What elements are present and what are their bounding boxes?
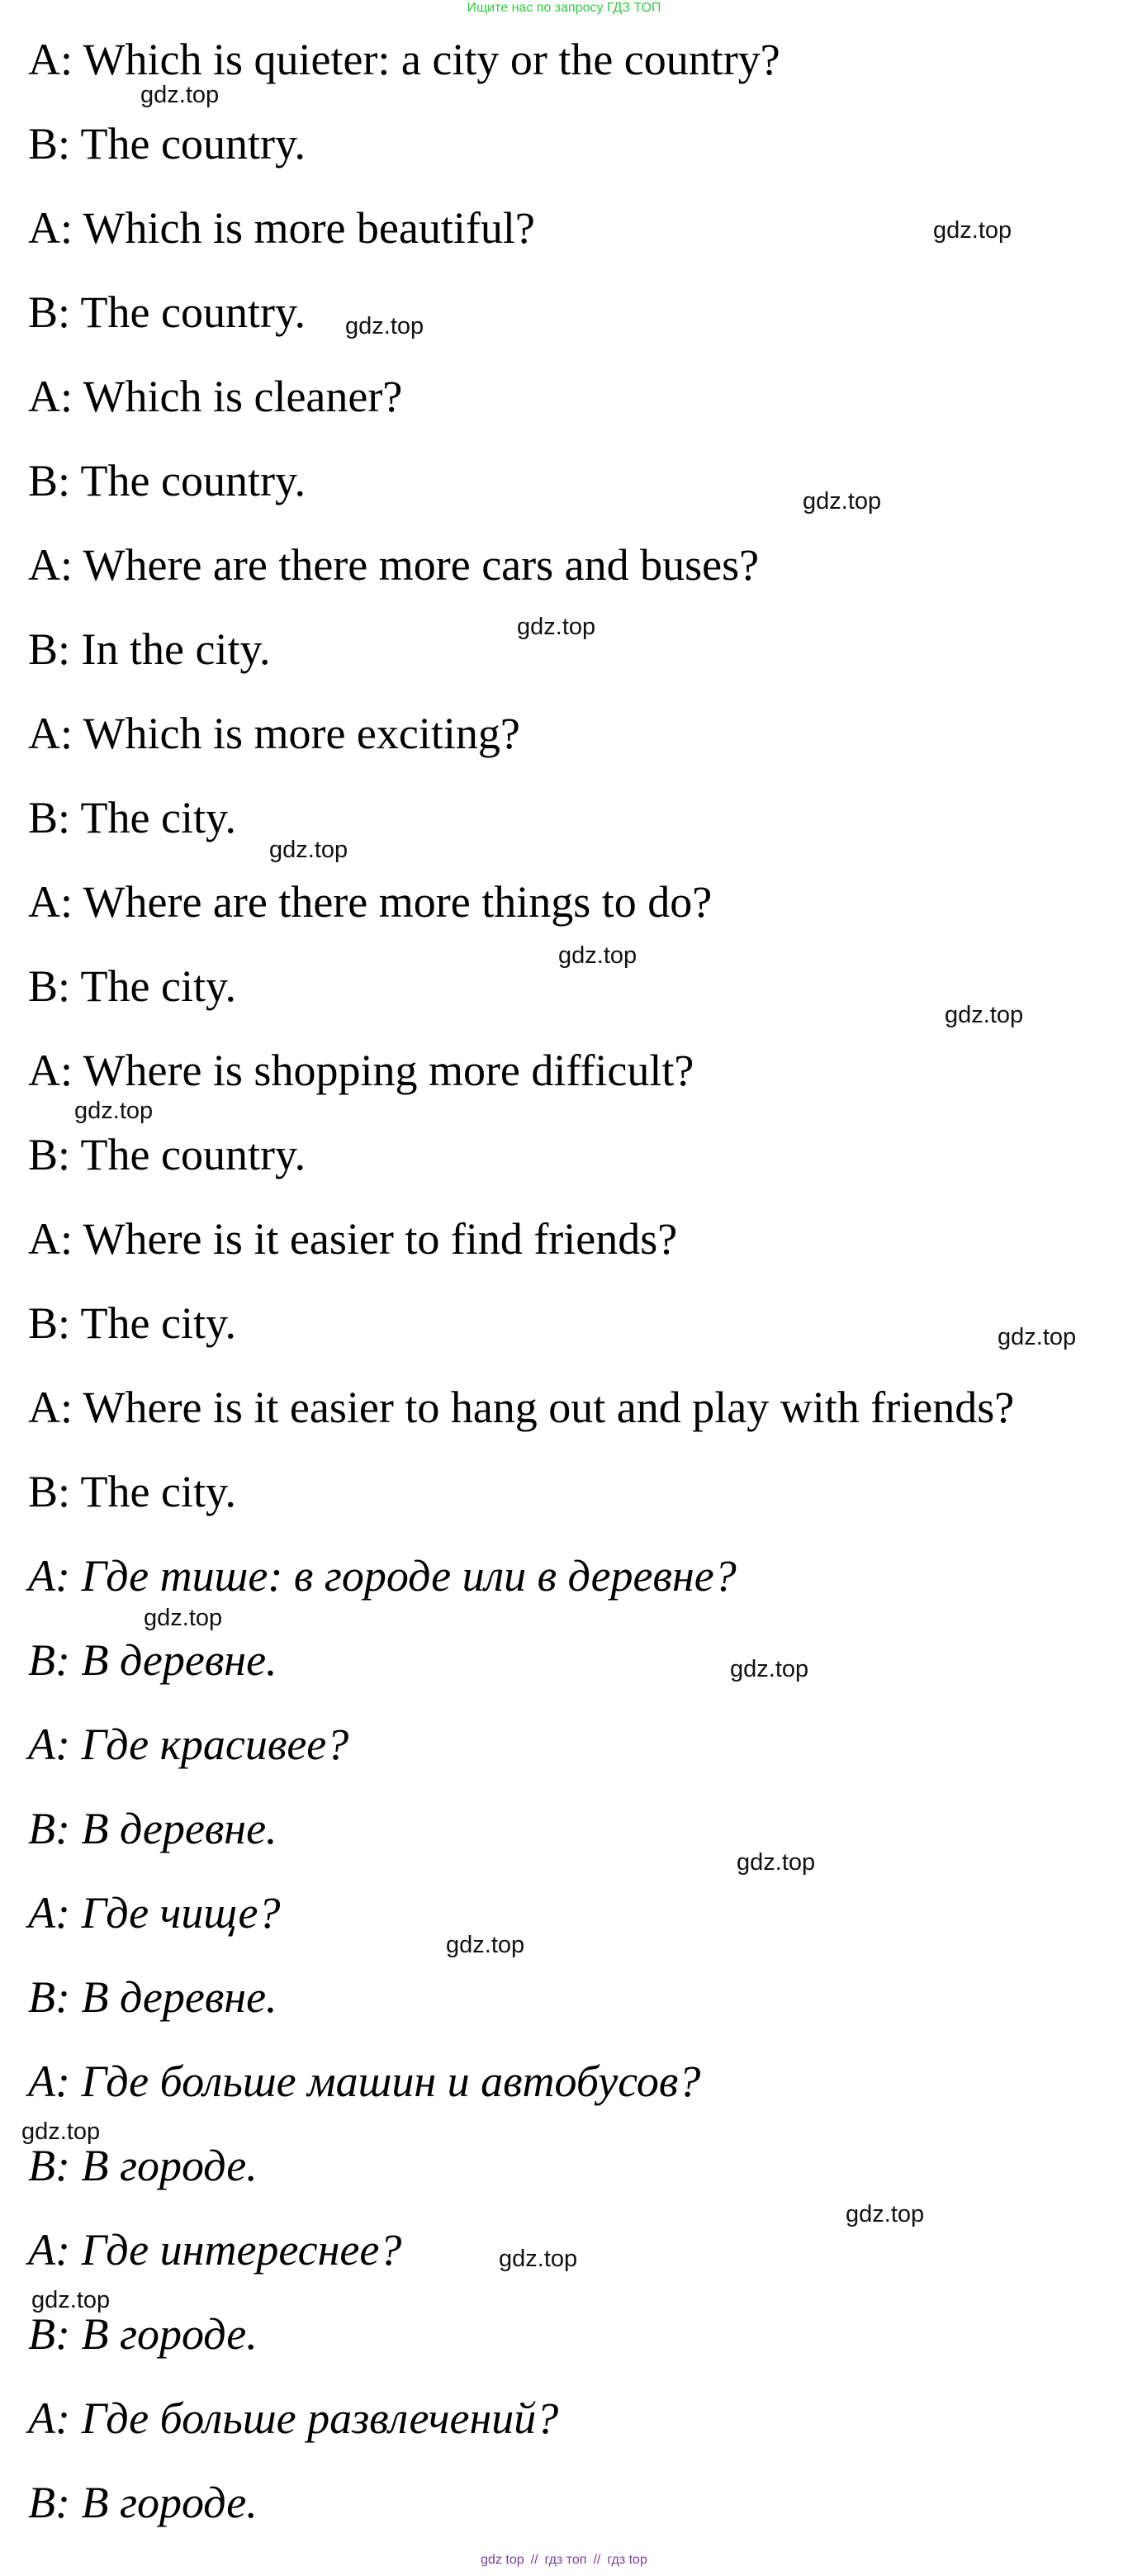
watermark: gdz.top [945,1002,1024,1028]
dialogue-line: A: Where is it easier to hang out and play with friends? [28,1383,1015,1432]
dialogue-line: A: Where is shopping more difficult? [28,1046,694,1095]
dialogue-line: B: The city. [28,793,236,842]
watermark: gdz.top [730,1656,809,1682]
dialogue-line-ru: A: Где чище? [28,1888,281,1938]
dialogue-line-ru: B: В городе. [28,2478,258,2527]
dialogue-line: A: Which is more beautiful? [28,203,535,253]
watermark: gdz.top [803,488,882,515]
footer [0,2552,1128,2569]
dialogue-line: A: Where is it easier to find friends? [28,1214,678,1264]
dialogue-line-ru: A: Где интереснее? [28,2225,402,2275]
footer-separator: // [530,2553,538,2567]
dialogue-line: A: Which is cleaner? [28,372,403,421]
watermark: gdz.top [31,2287,111,2313]
watermark: gdz.top [21,2118,101,2145]
watermark: gdz.top [74,1098,154,1124]
watermark: gdz.top [846,2201,925,2227]
footer-link-gdz-top-mixed[interactable]: гдз top [607,2553,647,2567]
watermark: gdz.top [737,1849,816,1876]
footer-link-gdz-top-ru[interactable]: гдз топ [544,2553,587,2567]
dialogue-line-ru: A: Где тише: в городе или в деревне? [28,1551,737,1601]
watermark: gdz.top [269,837,348,863]
dialogue-line: B: In the city. [28,624,271,674]
dialogue-line-ru: A: Где красивее? [28,1720,349,1769]
footer-separator: // [593,2553,601,2567]
dialogue-line: A: Where are there more cars and buses? [28,540,760,590]
dialogue-line: B: The country. [28,287,306,337]
watermark: gdz.top [345,313,424,339]
dialogue-line-ru: B: В деревне. [28,1804,277,1853]
dialogue-line: A: Where are there more things to do? [28,877,713,927]
dialogue-line-ru: B: В городе. [28,2141,258,2190]
dialogue-line: B: The country. [28,119,306,168]
watermark: gdz.top [499,2246,578,2272]
dialogue-line: B: The city. [28,1467,236,1516]
dialogue-line: A: Which is quieter: a city or the country? [28,35,780,84]
dialogue-line-ru: A: Где больше развлечений? [28,2393,559,2443]
dialogue-line: B: The country. [28,1130,306,1179]
watermark: gdz.top [446,1932,525,1958]
dialogue-line: A: Which is more exciting? [28,709,520,758]
dialogue-line: B: The country. [28,456,306,505]
watermark: gdz.top [998,1324,1077,1350]
dialogue-line-ru: B: В деревне. [28,1635,277,1685]
watermark: gdz.top [140,82,220,108]
dialogue-line-ru: B: В городе. [28,2309,258,2359]
watermark: gdz.top [933,217,1012,244]
dialogue-line: B: The city. [28,961,236,1011]
footer-link-gdz-top[interactable]: gdz top [481,2553,524,2567]
watermark: gdz.top [558,942,637,969]
dialogue-line-ru: B: В деревне. [28,1972,277,2022]
watermark: gdz.top [144,1605,223,1631]
top-banner: Ищите нас по запросу ГДЗ ТОП [467,1,661,15]
dialogue-line: B: The city. [28,1298,236,1348]
watermark: gdz.top [517,614,596,640]
dialogue-line-ru: A: Где больше машин и автобусов? [28,2057,701,2106]
